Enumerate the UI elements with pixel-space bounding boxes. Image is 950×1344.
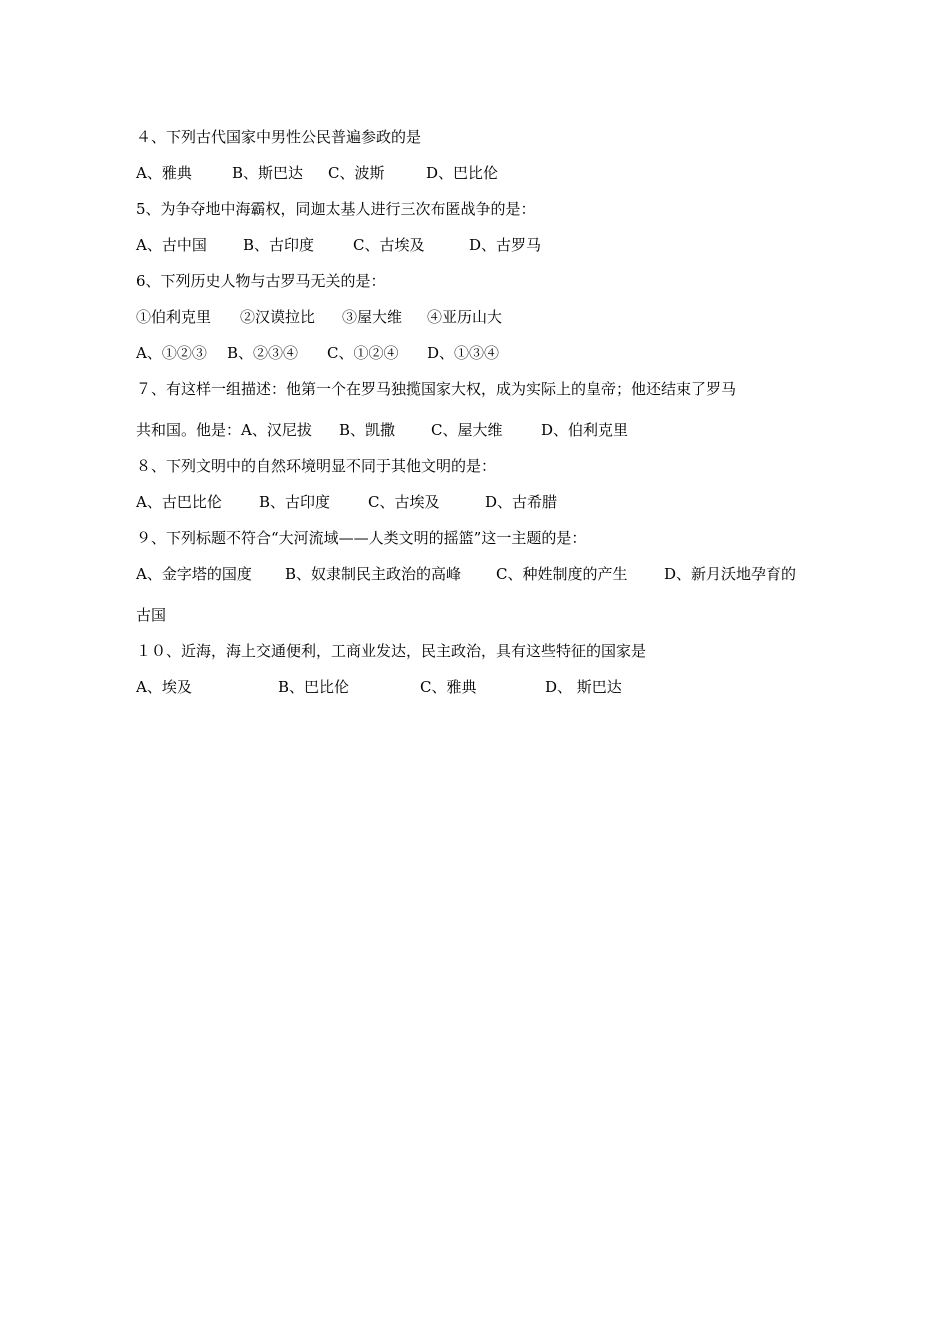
q7-option-a: A、汉尼拔: [241, 421, 312, 439]
q8-option-d: D、古希腊: [485, 493, 558, 511]
q9-option-b: B、奴隶制民主政治的高峰: [285, 565, 462, 583]
q5-option-d: D、古罗马: [469, 236, 542, 254]
q6-item-2: ②汉谟拉比: [240, 308, 316, 326]
q10-option-c: C、雅典: [420, 678, 477, 696]
q10-option-a: A、埃及: [136, 678, 192, 696]
q6-item-4: ④亚历山大: [427, 308, 503, 326]
q7-option-b: B、凯撒: [339, 421, 396, 439]
q6-options: [136, 343, 499, 363]
q8-stem: ８、下列文明中的自然环境明显不同于其他文明的是：: [136, 457, 497, 475]
q4-option-b: B、斯巴达: [232, 164, 304, 182]
q9-option-d: D、新月沃地孕育的: [664, 565, 797, 583]
q9-option-d-continued: 古国: [136, 606, 167, 624]
q9-options: [136, 564, 796, 584]
q8-option-a: A、古巴比伦: [136, 493, 222, 511]
q5-stem: 5、为争夺地中海霸权，同迦太基人进行三次布匿战争的是：: [136, 200, 536, 218]
q6-option-d: D、①③④: [427, 344, 500, 362]
q8-options: [136, 492, 557, 512]
q7-option-c: C、屋大维: [431, 421, 503, 439]
q4-option-c: C、波斯: [328, 164, 385, 182]
q6-option-a: A、①②③: [136, 344, 207, 362]
q9-option-a: A、金字塔的国度: [136, 565, 252, 583]
q7-stem-tail: 共和国。他是：: [136, 421, 242, 439]
q8-option-c: C、古埃及: [368, 493, 440, 511]
q4-option-a: A、雅典: [136, 164, 192, 182]
q4-stem: ４、下列古代国家中男性公民普遍参政的是: [136, 128, 422, 146]
q4-option-d: D、巴比伦: [426, 164, 499, 182]
q8-option-b: B、古印度: [259, 493, 331, 511]
q10-options: [136, 677, 622, 697]
q10-stem: １０、近海，海上交通便利，工商业发达，民主政治，具有这些特征的国家是: [136, 642, 647, 660]
q7-stem-line1: ７、有这样一组描述：他第一个在罗马独揽国家大权，成为实际上的皇帝；他还结束了罗马: [136, 380, 737, 398]
q9-option-c: C、种姓制度的产生: [496, 565, 628, 583]
q5-option-b: B、古印度: [243, 236, 315, 254]
q10-option-d: D、 斯巴达: [545, 678, 622, 696]
q10-option-b: B、巴比伦: [278, 678, 350, 696]
q6-item-3: ③屋大维: [342, 308, 403, 326]
q6-option-c: C、①②④: [327, 344, 399, 362]
q6-stem: 6、下列历史人物与古罗马无关的是：: [136, 272, 386, 290]
q9-stem: ９、下列标题不符合“大河流域——人类文明的摇篮”这一主题的是：: [136, 529, 587, 547]
q6-items: [136, 307, 502, 327]
q5-option-a: A、古中国: [136, 236, 207, 254]
q5-option-c: C、古埃及: [353, 236, 425, 254]
q6-item-1: ①伯利克里: [136, 308, 212, 326]
q6-option-b: B、②③④: [227, 344, 299, 362]
q7-option-d: D、伯利克里: [541, 421, 629, 439]
q4-options: [136, 163, 498, 183]
q5-options: [136, 235, 541, 255]
q7-stem-line2: [136, 420, 628, 440]
